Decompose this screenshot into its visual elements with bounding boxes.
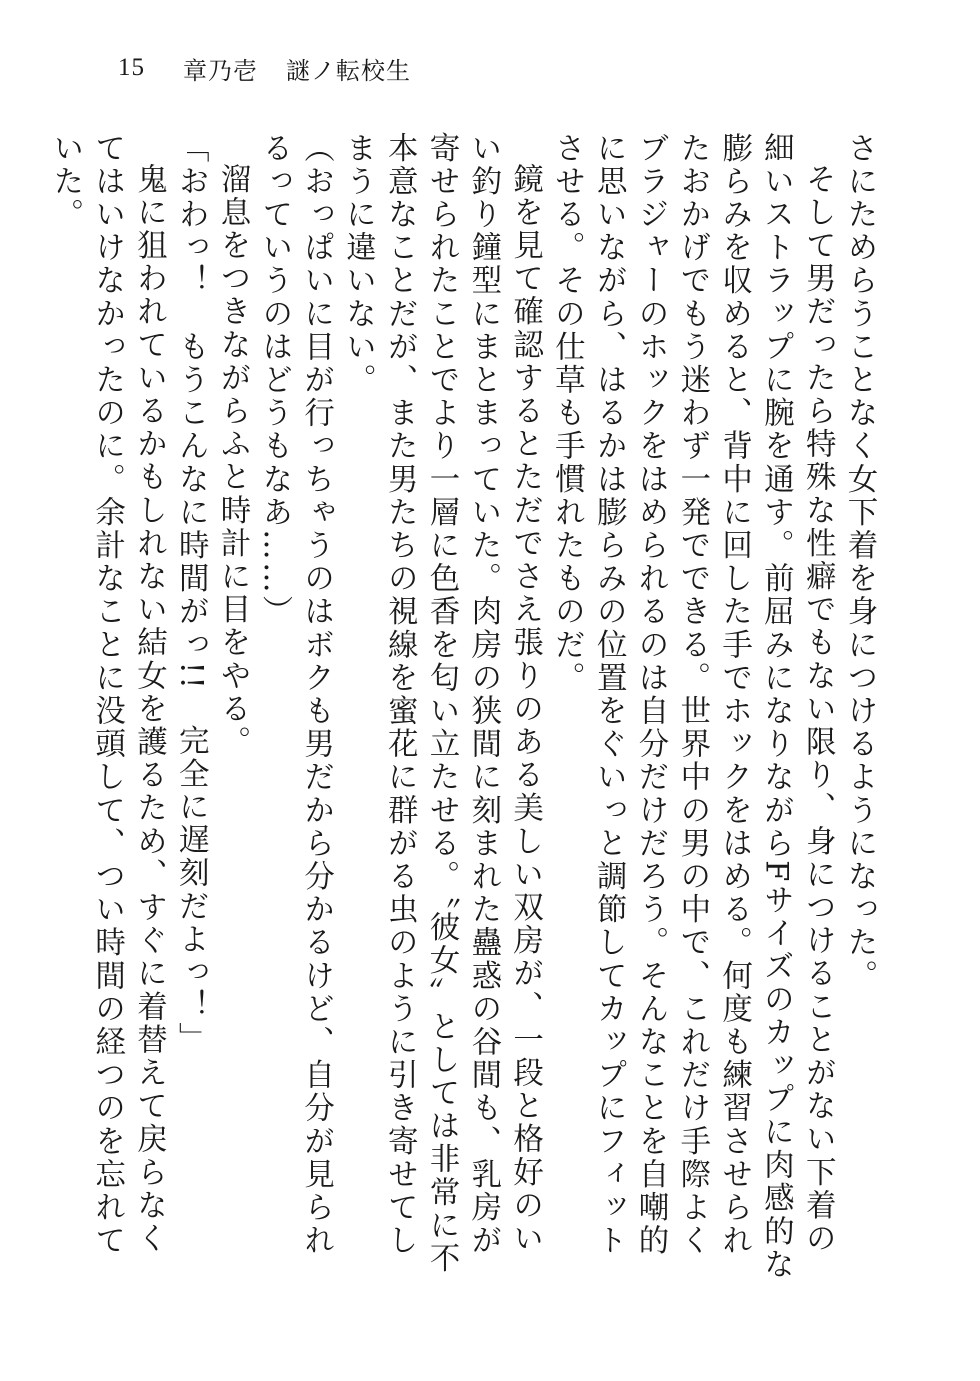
page-number: 15 xyxy=(118,54,145,81)
paragraph: （おっぱいに目が行っちゃうのはボクも男だから分かるけど、自分が見られるっていうのはどうもなあ……） xyxy=(256,132,334,1258)
dialogue-line: 「おわっ！ もうこんなに時間がっ!! 完全に遅刻だよっ！」 xyxy=(173,132,209,1056)
paragraph: そして男だったら特殊な性癖でもない限り、身につけることがない下着の細いストラップに腕を通す。前屈みになりながらFサイズのカップに肉感的な膨らみを収めると、背中に回した手でホックをはめる。何度も練習させられたおかげでもう迷わず一発でできる。世界中の男の中で、これだけ手際よくブラジャーのホックをはめられるのは自分だけだろう。そんなことを自嘲的に思いながら、はるかは膨らみの位置をぐいっと調節してカップにフィットさせる。その仕草も手慣れたものだ。 xyxy=(549,132,836,1282)
chapter-title: 謎ノ転校生 xyxy=(286,56,411,85)
body-text xyxy=(47,132,880,1282)
chapter-label: 章乃壱 xyxy=(183,56,258,85)
paragraph: 溜息をつきながらふと時計に目をやる。 xyxy=(215,162,251,759)
paragraph: さにためらうことなく女下着を身につけるようになった。 xyxy=(842,132,877,993)
paragraph: 鬼に狙われているかもしれない結女を護るため、すぐに着替えて戻らなくてはいけなかったのに。余計なことに没頭して、つい時間の経つのを忘れていた。 xyxy=(47,132,167,1258)
paragraph: 鏡を見て確認するとただでさえ張りのある美しい双房が、一段と格好のいい釣り鐘型にまとまっていた。肉房の狭間に刻まれた蠱惑の谷間も、乳房が寄せられたことでより一層に色香を匂い立たせる。〝彼女〟としては非常に不本意なことだが、また男たちの視線を蜜花に群がる虫のように引き寄せてしまうに違いない。 xyxy=(340,132,543,1276)
running-head xyxy=(118,50,411,86)
